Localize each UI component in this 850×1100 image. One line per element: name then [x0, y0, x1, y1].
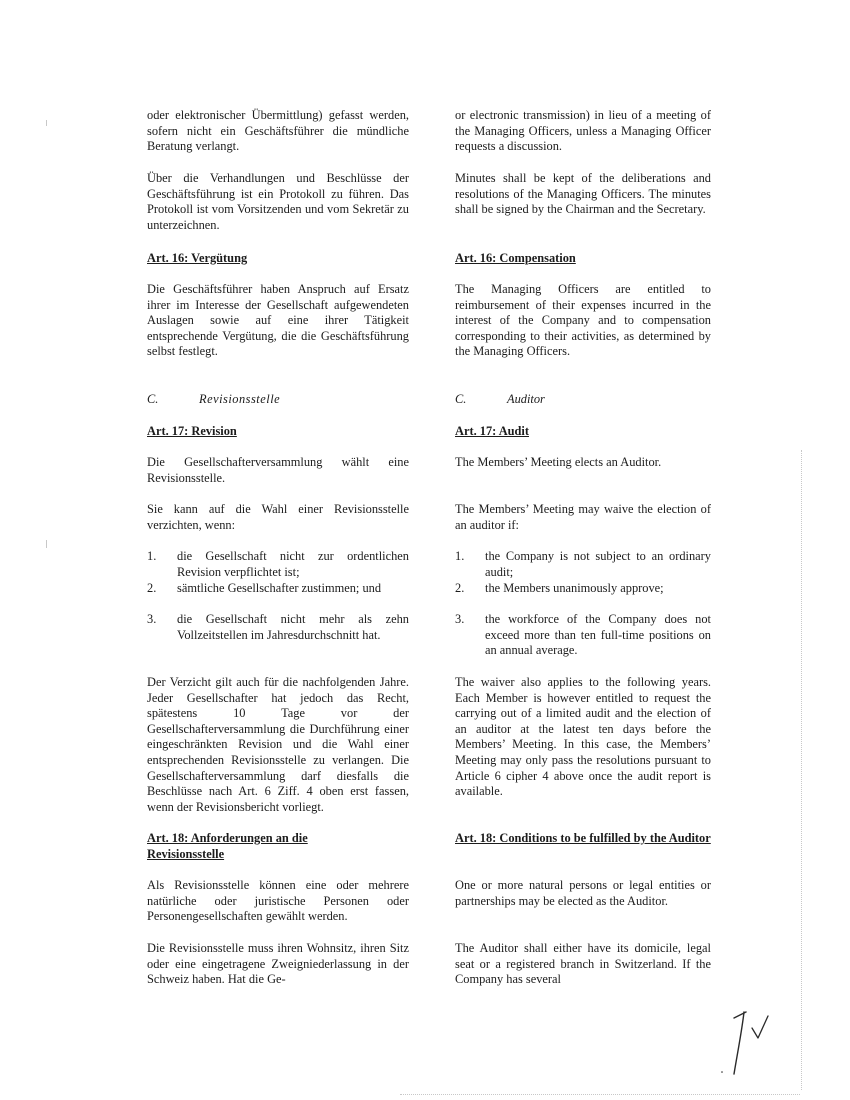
art18-heading-en: Art. 18: Conditions to be fulfilled by the Auditor — [455, 831, 711, 845]
art17-heading-de: Art. 17: Revision — [147, 424, 237, 438]
art17-text-de: Die Gesellschafterversammlung wählt eine Revisionsstelle. — [147, 455, 409, 485]
list-text: die Gesellschaft nicht zur ordentlichen Revision verpflichtet ist; — [177, 549, 409, 579]
art16-text-de: Die Geschäftsführer haben Anspruch auf Ersatz ihrer im Interesse der Gesellschaft aufgewendeten Auslagen sowie auf eine ihrer Tätigkeit entsprechende Vergütung, die die Geschäftsführung selbst festlegt. — [147, 282, 409, 359]
paragraph-continuation-de: oder elektronischer Übermittlung) gefasst werden, sofern nicht ein Geschäftsführer die mündliche Beratung verlangt. — [147, 108, 409, 154]
art17-intro-en: The Members’ Meeting may waive the election of an auditor if: — [455, 502, 711, 532]
section-title-de: Revisionsstelle — [199, 392, 281, 406]
list-item-3-de — [147, 612, 409, 660]
left-margin-tick — [46, 120, 47, 126]
list-text: the Members unanimously approve; — [485, 581, 664, 595]
art18-text2-en: The Auditor shall either have its domicile, legal seat or a registered branch in Switzerland. If the Company has several — [455, 941, 711, 987]
list-item-1-de — [147, 549, 409, 581]
list-number: 3. — [455, 612, 465, 626]
list-text: die Gesellschaft nicht mehr als zehn Vollzeitstellen im Jahresdurchschnitt hat. — [177, 612, 409, 642]
list-number: 2. — [455, 581, 465, 595]
art17-text-en: The Members’ Meeting elects an Auditor. — [455, 455, 662, 469]
list-text: sämtliche Gesellschafter zustimmen; und — [177, 581, 382, 595]
list-text: the Company is not subject to an ordinary audit; — [485, 549, 711, 579]
paragraph-minutes-de: Über die Verhandlungen und Beschlüsse der Geschäftsführung ist ein Protokoll zu führen. Das Protokoll ist vom Vorsitzenden und vom Sekretär zu unterzeichnen. — [147, 171, 409, 232]
list-item-1-en — [455, 549, 711, 581]
list-text: the workforce of the Company does not exceed more than ten full-time positions on an annual average. — [485, 612, 711, 658]
german-column — [147, 108, 409, 998]
art17-intro-de: Sie kann auf die Wahl einer Revisionsstelle verzichten, wenn: — [147, 502, 409, 532]
paragraph-minutes-en: Minutes shall be kept of the deliberations and resolutions of the Managing Officers. The minutes shall be signed by the Chairman and the Secretary. — [455, 171, 711, 217]
art16-heading-de: Art. 16: Vergütung — [147, 251, 248, 265]
list-number: 2. — [147, 581, 157, 595]
art18-text-de: Als Revisionsstelle können eine oder mehrere natürliche oder juristische Personen oder Personengesellschaften gewählt werden. — [147, 878, 409, 924]
art17-heading-en: Art. 17: Audit — [455, 424, 529, 438]
waiver-text-de: Der Verzicht gilt auch für die nachfolgenden Jahre. Jeder Gesellschafter hat jedoch das Recht, spätestens 10 Tage vor der Gesellschafterversammlung die Durchführung einer eingeschränkten Revision und die Wahl einer entsprechenden Revisionsstelle zu verlangen. Die Gesellschafterversammlung darf diesfalls die Beschlüsse nach Art. 6 Ziff. 4 oben erst fassen, wenn der Revisionsbericht vorliegt. — [147, 675, 409, 814]
english-column — [455, 108, 717, 998]
waiver-text-en: The waiver also applies to the following years. Each Member is however entitled to request the carrying out of a limited audit and the election of an auditor at the latest ten days before the Members’ Meeting. In this case, the Members’ Meeting may only pass the resolutions pursuant to Article 6 cipher 4 above once the audit report is available. — [455, 675, 711, 799]
list-number: 3. — [147, 612, 157, 626]
art18-text2-de: Die Revisionsstelle muss ihren Wohnsitz, ihren Sitz oder eine eingetragene Zweigniederlassung in der Schweiz haben. Hat die Ge- — [147, 941, 409, 987]
list-number: 1. — [455, 549, 465, 563]
section-title-en: Auditor — [507, 392, 545, 406]
art16-text-en: The Managing Officers are entitled to reimbursement of their expenses incurred in the interest of the Company and to compensation corresponding to their activities, as determined by the Managing Officers. — [455, 282, 711, 359]
list-item-2-en — [455, 581, 711, 613]
list-item-3-en — [455, 612, 711, 660]
art18-heading-de: Art. 18: Anforderungen an die Revisionsstelle — [147, 831, 308, 861]
art18-text-en: One or more natural persons or legal entities or partnerships may be elected as the Auditor. — [455, 878, 711, 908]
scan-margin-line — [801, 450, 802, 1090]
list-item-2-de — [147, 581, 409, 613]
left-margin-tick — [46, 540, 47, 548]
section-c-en — [455, 392, 545, 408]
section-c-de — [147, 392, 280, 408]
art16-heading-en: Art. 16: Compensation — [455, 251, 576, 265]
paragraph-continuation-en: or electronic transmission) in lieu of a meeting of the Managing Officers, unless a Managing Officer requests a discussion. — [455, 108, 711, 154]
handwritten-initials-icon — [716, 1000, 776, 1080]
scan-bottom-line — [400, 1094, 800, 1095]
list-number: 1. — [147, 549, 157, 563]
section-letter-en: C. — [455, 392, 467, 406]
section-letter-de: C. — [147, 392, 159, 406]
